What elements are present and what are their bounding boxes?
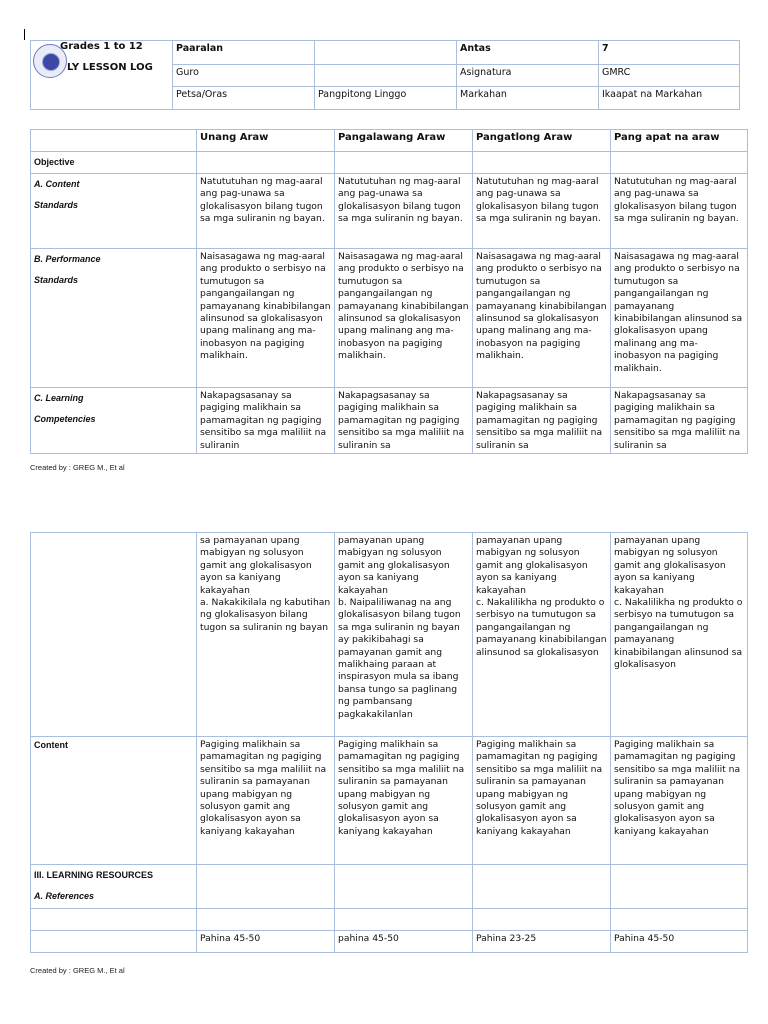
competencies-cont-cell: pamayanan upang mabigyan ng solusyon gamit ang glokalisasyon ayon sa kaniyang kakayahan c. Nakalilikha ng produkto o serbisyo na tumutugon sa pangangailangan ng pamayanang kinabibilangan alinsunod sa glokalisasyon [473, 533, 611, 737]
learning-competencies-cell: Nakapagsasanay sa pagiging malikhain sa pamamagitan ng pagiging sensitibo sa mga maliliit na suliranin sa [335, 388, 473, 454]
performance-standards-cell: Naisasagawa ng mag-aaral ang produkto o serbisyo na tumutugon sa pangangailangan ng pamayanang kinabibilangan alinsunod sa glokalisasyon upang malinang ang ma-inobasyon na pagiging malikhain. [473, 249, 611, 388]
footer-credit-page2: Created by : GREG M., Et al [30, 966, 125, 975]
day-header-3: Pangatlong Araw [473, 130, 611, 152]
header-value-quarter: Ikaapat na Markahan [599, 87, 740, 110]
header-value-subject: GMRC [599, 64, 740, 87]
learning-competencies-label: C. Learning Competencies [31, 388, 197, 454]
lesson-log-title: LY LESSON LOG [67, 62, 153, 73]
learning-competencies-cell: Nakapagsasanay sa pagiging malikhain sa pamamagitan ng pagiging sensitibo sa mga maliliit na suliranin sa [473, 388, 611, 454]
content-standards-cell: Natututuhan ng mag-aaral ang pag-unawa sa glokalisasyon bilang tugon sa mga suliranin ng bayan. [197, 174, 335, 249]
header-label-school: Paaralan [173, 41, 315, 65]
learning-competencies-cell: Nakapagsasanay sa pagiging malikhain sa pamamagitan ng pagiging sensitibo sa mga maliliit na suliranin [197, 388, 335, 454]
performance-standards-cell: Naisasagawa ng mag-aaral ang produkto o serbisyo na tumutugon sa pangangailangan ng pamayanang kinabibilangan alinsunod sa glokalisasyon upang malinang ang ma-inobasyon na pagiging malikhain. [335, 249, 473, 388]
footer-credit-page1: Created by : GREG M., Et al [30, 463, 125, 472]
header-label-date: Petsa/Oras [173, 87, 315, 110]
performance-standards-cell: Naisasagawa ng mag-aaral ang produkto o serbisyo na tumutugon sa pangangailangan ng pamayanang kinabibilangan alinsunod sa glokalisasyon upang malinang ang ma-inobasyon na pagiging malikhain. [611, 249, 748, 388]
corner-cell [31, 130, 197, 152]
content-cell: Pagiging malikhain sa pamamagitan ng pagiging sensitibo sa mga maliliit na suliranin sa pamayanan upang mabigyan ng solusyon gamit ang glokalisasyon ayon sa kaniyang kakayahan [611, 737, 748, 865]
competencies-cont-cell: pamayanan upang mabigyan ng solusyon gamit ang glokalisasyon ayon sa kaniyang kakayahan b. Naipaliliwanag na ang glokalisasyon bilang tugon sa mga suliranin ng bayan ay pakikibahagi sa pamayanan gamit ang malikhaing paraan at inspirasyon mula sa ibang bansa tungo sa paglinang ng pambansang pagkakakilanlan [335, 533, 473, 737]
header-label-subject: Asignatura [457, 64, 599, 87]
pages-cell: Pahina 23-25 [473, 931, 611, 953]
header-label-quarter: Markahan [457, 87, 599, 110]
header-label-grade: Antas [457, 41, 599, 65]
content-label: Content [31, 737, 197, 865]
header-value-week: Pangpitong Linggo [315, 87, 457, 110]
content-cell: Pagiging malikhain sa pamamagitan ng pagiging sensitibo sa mga maliliit na suliranin sa pamayanan upang mabigyan ng solusyon gamit ang glokalisasyon ayon sa kaniyang kakayahan [197, 737, 335, 865]
day-header-2: Pangalawang Araw [335, 130, 473, 152]
header-value-school [315, 41, 457, 65]
text-cursor [24, 29, 25, 40]
lesson-table-page2 [30, 532, 748, 953]
content-standards-cell: Natututuhan ng mag-aaral ang pag-unawa sa glokalisasyon bilang tugon sa mga suliranin ng bayan. [335, 174, 473, 249]
grades-title: Grades 1 to 12 [60, 41, 143, 52]
competencies-cont-cell: sa pamayanan upang mabigyan ng solusyon gamit ang glokalisasyon ayon sa kaniyang kakayahan a. Nakakikilala ng kabutihan ng glokalisasyon bilang tugon sa suliranin ng bayan [197, 533, 335, 737]
header-value-teacher [315, 64, 457, 87]
competencies-cont-cell: pamayanan upang mabigyan ng solusyon gamit ang glokalisasyon ayon sa kaniyang kakayahan c. Nakalilikha ng produkto o serbisyo na tumutugon sa pangangailangan ng pamayanang kinabibilangan alinsunod sa glokalisasyon [611, 533, 748, 737]
header-value-grade: 7 [599, 41, 740, 65]
pages-cell: Pahina 45-50 [611, 931, 748, 953]
content-cell: Pagiging malikhain sa pamamagitan ng pagiging sensitibo sa mga maliliit na suliranin sa pamayanan upang mabigyan ng solusyon gamit ang glokalisasyon ayon sa kaniyang kakayahan [473, 737, 611, 865]
day-header-1: Unang Araw [197, 130, 335, 152]
performance-standards-cell: Naisasagawa ng mag-aaral ang produkto o serbisyo na tumutugon sa pangangailangan ng pamayanang kinabibilangan alinsunod sa glokalisasyon upang malinang ang ma-inobasyon na pagiging malikhain. [197, 249, 335, 388]
content-standards-label: A. Content Standards [31, 174, 197, 249]
content-standards-cell: Natututuhan ng mag-aaral ang pag-unawa sa glokalisasyon bilang tugon sa mga suliranin ng bayan. [611, 174, 748, 249]
day-header-4: Pang apat na araw [611, 130, 748, 152]
learning-competencies-cell: Nakapagsasanay sa pagiging malikhain sa pamamagitan ng pagiging sensitibo sa mga maliliit na suliranin sa [611, 388, 748, 454]
learning-resources-label: III. LEARNING RESOURCES A. References [31, 865, 197, 909]
pages-cell: pahina 45-50 [335, 931, 473, 953]
content-standards-cell: Natututuhan ng mag-aaral ang pag-unawa sa glokalisasyon bilang tugon sa mga suliranin ng bayan. [473, 174, 611, 249]
pages-cell: Pahina 45-50 [197, 931, 335, 953]
competencies-cont-label [31, 533, 197, 737]
lesson-table-page1 [30, 129, 748, 454]
objective-label: Objective [31, 152, 197, 174]
performance-standards-label: B. Performance Standards [31, 249, 197, 388]
content-cell: Pagiging malikhain sa pamamagitan ng pagiging sensitibo sa mga maliliit na suliranin sa pamayanan upang mabigyan ng solusyon gamit ang glokalisasyon ayon sa kaniyang kakayahan [335, 737, 473, 865]
header-label-teacher: Guro [173, 64, 315, 87]
